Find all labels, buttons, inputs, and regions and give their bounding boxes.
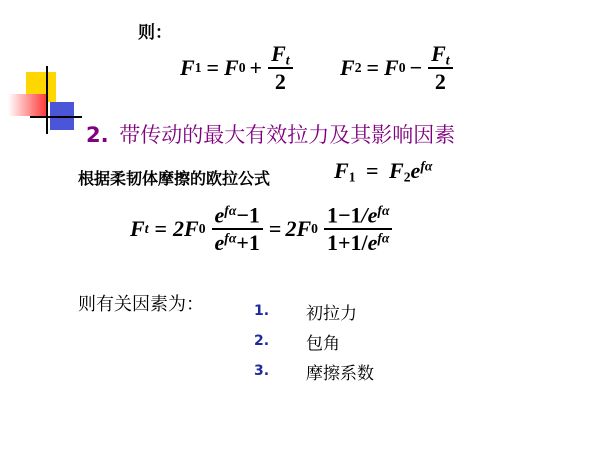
ft-fraction-1: $\frac{e^{f\alpha}-1}{e^{f\alpha}+1}$ (212, 203, 263, 255)
factors-label: 则有关因素为： (78, 294, 204, 315)
list-item (254, 326, 374, 356)
section-heading-text: 带传动的最大有效拉力及其影响因素 (119, 123, 456, 147)
ft-fraction-2: $\frac{1-1/e^{f\alpha}}{1+1/e^{f\alpha}}$ (324, 203, 393, 255)
ft-formula: F t = 2F 0 $\frac{e^{f\alpha}-1}{e^{f\alpha}+1}$ = 2F 0 $\frac{1-1/e^{f\alpha}}{1+1/e^{f\alpha}}$ (130, 203, 394, 255)
list-item (254, 356, 374, 386)
formula-f1-fraction: $\frac{F_t}{2}$ (268, 42, 292, 95)
formula-f1: F 1 = F 0 + $\frac{F_t}{2}$ (180, 42, 295, 95)
list-item (254, 296, 374, 326)
list-item-text: 初拉力 (306, 303, 357, 324)
list-item-number: 2. (254, 333, 270, 349)
formula-f2: F 2 = F 0 − $\frac{F_t}{2}$ (340, 42, 455, 95)
list-item-number: 1. (254, 303, 270, 319)
deco-red-square (8, 94, 46, 116)
deco-horizontal-line (30, 116, 82, 118)
list-item-number: 3. (254, 363, 270, 379)
intro-label: 则： (138, 23, 172, 43)
euler-formula: $F_1 = F_2e^{f\alpha}$ (334, 158, 433, 185)
euler-intro-text: 根据柔韧体摩擦的欧拉公式 (78, 169, 271, 188)
list-item-text: 摩擦系数 (306, 363, 374, 384)
formula-f2-fraction: $\frac{F_t}{2}$ (428, 42, 452, 95)
deco-vertical-line (46, 66, 48, 134)
factors-list (254, 296, 374, 386)
decorative-corner-graphic (8, 66, 88, 136)
section-heading (86, 119, 455, 149)
list-item-text: 包角 (306, 333, 340, 354)
section-heading-number: 2. (86, 123, 109, 147)
